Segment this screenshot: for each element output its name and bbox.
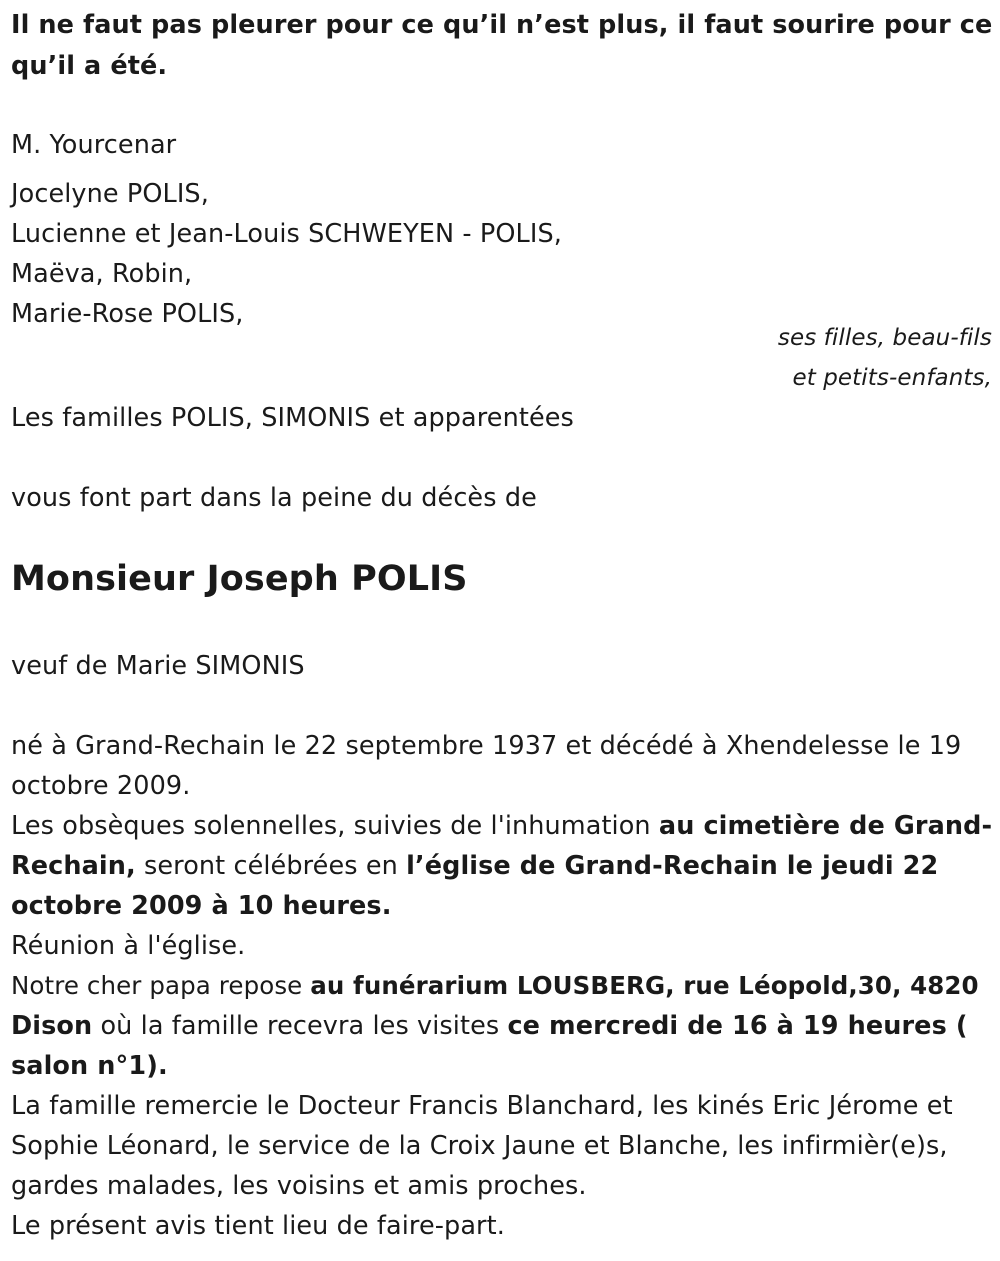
family-name-3: Maëva, Robin, xyxy=(11,259,193,289)
birth-line-2: octobre 2009. xyxy=(11,771,191,801)
birth-line-1: né à Grand-Rechain le 22 septembre 1937 et décédé à Xhendelesse le 19 xyxy=(11,731,962,761)
thanks-line-2: Sophie Léonard, le service de la Croix Jaune et Blanche, les infirmièr(e)s, xyxy=(11,1131,948,1161)
rest-location: au funérarium LOUSBERG, rue Léopold,30, 4820 xyxy=(310,971,979,1000)
rest-visits: ce mercredi de 16 à 19 heures ( xyxy=(507,1011,968,1041)
rest-text-2: où la famille recevra les visites xyxy=(92,1011,508,1041)
family-relation-2: et petits-enfants, xyxy=(792,365,992,391)
quote-author: M. Yourcenar xyxy=(11,130,177,160)
rest-text: Notre cher papa repose xyxy=(11,971,311,1000)
rest-line-3: salon n°1). xyxy=(11,1051,168,1081)
notice-line: Le présent avis tient lieu de faire-part. xyxy=(11,1211,505,1241)
family-name-2: Lucienne et Jean-Louis SCHWEYEN - POLIS, xyxy=(11,219,562,249)
rest-line-2 xyxy=(11,1006,992,1046)
thanks-line-1: La famille remercie le Docteur Francis Blanchard, les kinés Eric Jérome et xyxy=(11,1091,953,1121)
funeral-church: l’église de Grand-Rechain le jeudi 22 xyxy=(406,851,939,881)
meeting-line: Réunion à l'église. xyxy=(11,931,246,961)
quote-line-2: qu’il a été. xyxy=(11,51,168,81)
announcement: vous font part dans la peine du décès de xyxy=(11,483,537,513)
rest-line-1 xyxy=(11,966,992,1006)
funeral-line-2 xyxy=(11,846,992,886)
deceased-name: Monsieur Joseph POLIS xyxy=(11,559,468,599)
family-name-1: Jocelyne POLIS, xyxy=(11,179,209,209)
deceased-status: veuf de Marie SIMONIS xyxy=(11,651,305,681)
thanks-line-3: gardes malades, les voisins et amis proches. xyxy=(11,1171,587,1201)
family-relation-1: ses filles, beau-fils xyxy=(777,325,992,351)
funeral-text-2: seront célébrées en xyxy=(135,851,407,881)
funeral-line-3: octobre 2009 à 10 heures. xyxy=(11,891,392,921)
funeral-text: Les obsèques solennelles, suivies de l'inhumation xyxy=(11,811,659,841)
families-line: Les familles POLIS, SIMONIS et apparentées xyxy=(11,403,574,433)
rest-city: Dison xyxy=(11,1011,93,1041)
quote-line-1: Il ne faut pas pleurer pour ce qu’il n’est plus, il faut sourire pour ce xyxy=(11,10,993,40)
funeral-cemetery-end: Rechain, xyxy=(11,851,136,881)
funeral-cemetery: au cimetière de Grand- xyxy=(658,811,993,841)
funeral-line-1 xyxy=(11,806,992,846)
family-name-4: Marie-Rose POLIS, xyxy=(11,299,244,329)
